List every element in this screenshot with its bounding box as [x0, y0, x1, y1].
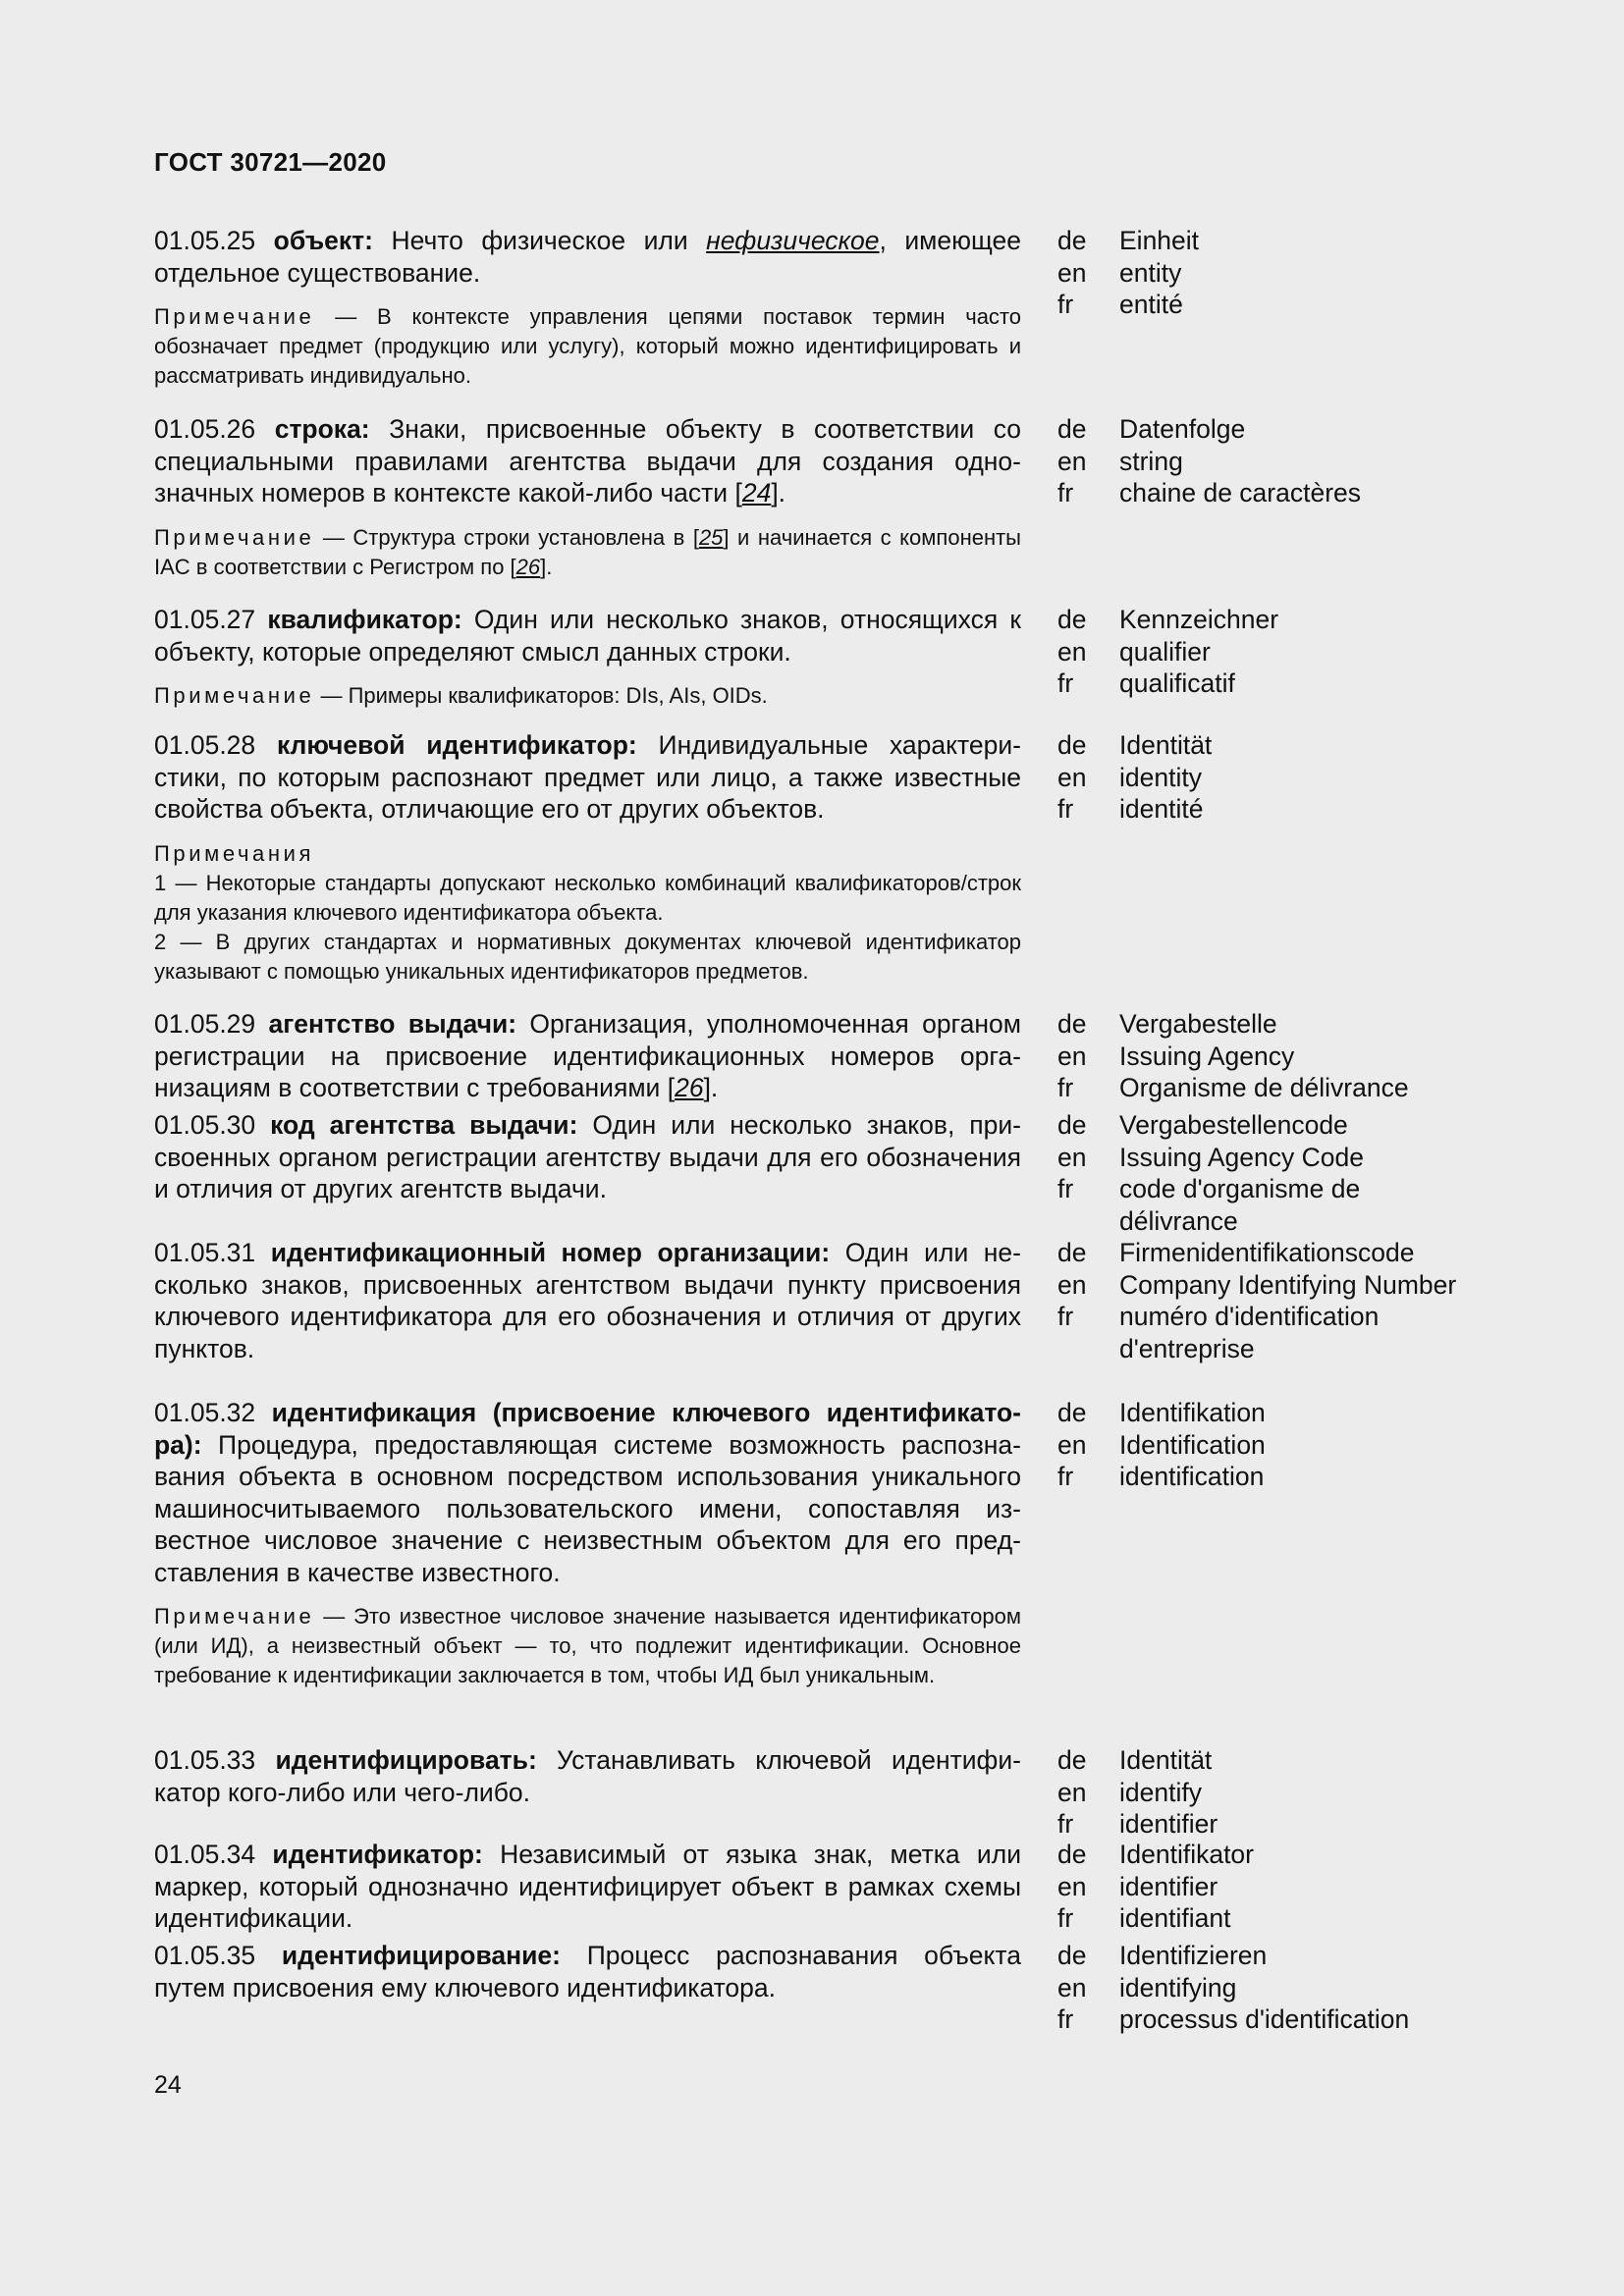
- term-name: агентство выдачи:: [268, 1009, 517, 1039]
- page-number: 24: [154, 2071, 182, 2099]
- lang-term: Vergabestellencode: [1119, 1110, 1348, 1140]
- lang-code: fr: [1057, 1809, 1074, 1839]
- lang-term: identity: [1119, 762, 1202, 792]
- lang-code: fr: [1057, 1462, 1074, 1491]
- reference-link[interactable]: 25: [698, 524, 724, 550]
- note-text: — В контексте управления цепями поставок термин часто обозначает предмет (продукцию или услугу), который можно идентифицировать и рассматривать индивидуально.: [154, 304, 1021, 388]
- term-notes: [154, 839, 1021, 987]
- term-number: 01.05.33: [154, 1745, 256, 1775]
- translations: [1057, 1744, 1470, 1841]
- lang-term: Identification: [1119, 1429, 1266, 1460]
- definition-text: Организация, уполномоченная органом регистрации на присвоение идентификационных номеров организациям в соответствии с требованиями [: [154, 1009, 1021, 1102]
- note-text: ] и начинается с компоненты IAC в соответствии с Регистром по [: [154, 524, 1021, 579]
- definition-text: Один или несколько знаков, присвоенных агентством выдачи пункту присвоения ключевого идентификатора для его обозначения и отличия от других пунктов.: [154, 1238, 1021, 1363]
- lang-code: fr: [1057, 1302, 1074, 1331]
- lang-term: Einheit: [1119, 226, 1200, 255]
- lang-code: fr: [1057, 668, 1074, 698]
- term-note: [154, 1602, 1021, 1690]
- lang-code: de: [1057, 1840, 1087, 1869]
- term-name: ключевой идентификатор:: [276, 730, 637, 760]
- lang-code: en: [1057, 1041, 1087, 1071]
- lang-code: en: [1057, 446, 1087, 476]
- lang-code: de: [1057, 605, 1087, 634]
- term-name: идентификатор:: [272, 1840, 483, 1869]
- term-note: [154, 681, 1021, 711]
- lang-code: de: [1057, 1110, 1087, 1140]
- term-name: идентифицирование:: [281, 1941, 561, 1970]
- definition-text: , имеющее отдельное существование.: [154, 226, 1021, 288]
- term-definition: [154, 1008, 1021, 1104]
- term-note: [154, 523, 1021, 582]
- translations: [1057, 1109, 1470, 1237]
- lang-term: Company Identifying Number: [1119, 1269, 1457, 1300]
- reference-link[interactable]: 26: [515, 554, 541, 579]
- translations: [1057, 1397, 1470, 1493]
- lang-term: identifier: [1119, 1809, 1218, 1839]
- definition-text: Нечто физическое или: [373, 226, 707, 255]
- lang-term: Firmenidentifikationscode: [1119, 1238, 1415, 1267]
- lang-code: de: [1057, 1398, 1087, 1427]
- term-definition: [154, 729, 1021, 987]
- definition-text: Процесс распознавания объекта путем присвоения ему ключевого идентификатора.: [154, 1941, 1021, 2002]
- lang-term: Identität: [1119, 1745, 1213, 1775]
- definition-text: Процедура, предоставляющая системе возможность распознавания объекта в основном посредством использования уникального машиносчитываемого пользовательского имени, сопоставляя известное числовое значение с неизвестным объектом для его представления в качестве известного.: [154, 1429, 1021, 1587]
- lang-code: fr: [1057, 1174, 1074, 1203]
- note-label: Примечание: [154, 1604, 315, 1629]
- lang-term: numéro d'identification d'entreprise: [1119, 1302, 1380, 1363]
- lang-term: identification: [1119, 1462, 1265, 1491]
- lang-code: en: [1057, 1972, 1087, 2002]
- term-number: 01.05.32: [154, 1398, 256, 1427]
- lang-term: identify: [1119, 1777, 1202, 1807]
- term-number: 01.05.35: [154, 1941, 256, 1970]
- lang-term: chaine de caractères: [1119, 478, 1362, 507]
- translations: [1057, 729, 1470, 826]
- term-name: квалификатор:: [267, 605, 462, 634]
- term-definition: [154, 604, 1021, 711]
- term-number: 01.05.28: [154, 730, 256, 760]
- lang-code: de: [1057, 1745, 1087, 1775]
- note-label: Примечания: [154, 840, 315, 866]
- cross-reference-link[interactable]: нефизическое: [706, 226, 880, 255]
- definition-text: Один или несколько знаков, присвоенных органом регистрации агентству выдачи для его обозначения и отличия от других агентств выдачи.: [154, 1110, 1021, 1203]
- lang-term: Identifizieren: [1119, 1941, 1268, 1970]
- translations: [1057, 1839, 1470, 1935]
- definition-text: Индивидуальные характеристики, по которым распознают предмет или лицо, а также известные свойства объекта, отличающие его от других объектов.: [154, 730, 1021, 824]
- note-text: — Структура строки установлена в [: [314, 524, 699, 550]
- document-header: ГОСТ 30721—2020: [154, 147, 387, 177]
- term-number: 01.05.29: [154, 1009, 256, 1039]
- translations: [1057, 1940, 1470, 2036]
- term-number: 01.05.27: [154, 605, 256, 634]
- note-label: Примечание: [154, 683, 315, 708]
- lang-term: Kennzeichner: [1119, 605, 1279, 634]
- lang-code: fr: [1057, 1073, 1074, 1102]
- lang-term: entity: [1119, 257, 1182, 288]
- translations: [1057, 1008, 1470, 1104]
- lang-code: en: [1057, 636, 1087, 667]
- reference-link[interactable]: 24: [741, 478, 772, 507]
- lang-term: qualifier: [1119, 636, 1211, 667]
- translations: [1057, 604, 1470, 700]
- lang-term: identité: [1119, 794, 1204, 824]
- lang-term: Issuing Agency Code: [1119, 1142, 1364, 1172]
- lang-term: Identifikation: [1119, 1398, 1266, 1427]
- definition-text: ].: [771, 478, 786, 507]
- lang-term: identifying: [1119, 1972, 1237, 2002]
- lang-term: code d'organisme de délivrance: [1119, 1174, 1361, 1236]
- term-number: 01.05.30: [154, 1110, 256, 1140]
- lang-term: Vergabestelle: [1119, 1009, 1277, 1039]
- translations: [1057, 413, 1470, 509]
- lang-code: en: [1057, 762, 1087, 792]
- translations: [1057, 1237, 1470, 1364]
- lang-code: en: [1057, 257, 1087, 288]
- lang-code: fr: [1057, 794, 1074, 824]
- lang-code: fr: [1057, 2004, 1074, 2034]
- note-item: 1 — Некоторые стандарты допускают несколько комбинаций квалификаторов/строк для указания ключевого идентификатора объекта.: [154, 870, 1021, 925]
- lang-code: de: [1057, 1009, 1087, 1039]
- term-number: 01.05.26: [154, 414, 256, 444]
- term-definition: [154, 1237, 1021, 1364]
- note-item: 2 — В других стандартах и нормативных документах ключевой идентификатор указывают с помощью уникальных идентификаторов предметов.: [154, 929, 1021, 984]
- lang-code: fr: [1057, 290, 1074, 319]
- lang-term: identifiant: [1119, 1903, 1231, 1933]
- lang-term: Identität: [1119, 730, 1213, 760]
- lang-code: fr: [1057, 1903, 1074, 1933]
- definition-text: ].: [703, 1073, 719, 1102]
- lang-code: fr: [1057, 478, 1074, 507]
- note-text: — Это известное числовое значение называется идентификатором (или ИД), а неизвестный объект — то, что подлежит идентификации. Основное требование к идентификации заключается в том, чтобы ИД был уникальным.: [154, 1604, 1021, 1687]
- term-number: 01.05.25: [154, 226, 256, 255]
- term-name: строка:: [274, 414, 370, 444]
- lang-code: en: [1057, 1429, 1087, 1460]
- lang-term: qualificatif: [1119, 668, 1235, 698]
- term-number: 01.05.34: [154, 1840, 256, 1869]
- definition-text: Устанавливать ключевой идентификатор кого-либо или чего-либо.: [154, 1745, 1021, 1807]
- term-definition: [154, 1109, 1021, 1205]
- lang-term: Organisme de délivrance: [1119, 1073, 1409, 1102]
- lang-term: Datenfolge: [1119, 414, 1246, 444]
- lang-term: Identifikator: [1119, 1840, 1254, 1869]
- lang-term: entité: [1119, 290, 1183, 319]
- term-name: идентификационный номер организации:: [270, 1238, 831, 1267]
- definition-text: Один или несколько знаков, относящихся к объекту, которые определяют смысл данных строки.: [154, 605, 1021, 667]
- term-name: идентифицировать:: [275, 1745, 537, 1775]
- term-name: код агентства выдачи:: [270, 1110, 578, 1140]
- term-definition: [154, 1940, 1021, 2003]
- note-label: Примечание: [154, 524, 315, 550]
- definition-text: Независимый от языка знак, метка или маркер, который однозначно идентифицирует объект в рамках схемы идентификации.: [154, 1840, 1021, 1933]
- lang-term: Issuing Agency: [1119, 1041, 1295, 1071]
- translations: [1057, 225, 1470, 321]
- lang-code: de: [1057, 1238, 1087, 1267]
- lang-term: identifier: [1119, 1871, 1218, 1901]
- note-label: Примечание: [154, 304, 315, 329]
- lang-term: string: [1119, 446, 1183, 476]
- definition-text: Знаки, присвоенные объекту в соответствии со специальными правилами агентства выдачи для создания однозначных номеров в контексте какой-либо части [: [154, 414, 1021, 507]
- lang-code: en: [1057, 1142, 1087, 1172]
- term-name: идентификация (присвоение ключевого идентификатора):: [154, 1398, 1021, 1460]
- term-definition: [154, 1744, 1021, 1808]
- lang-code: en: [1057, 1777, 1087, 1807]
- term-note: [154, 302, 1021, 391]
- term-definition: [154, 1839, 1021, 1935]
- lang-code: de: [1057, 414, 1087, 444]
- lang-term: processus d'identification: [1119, 2004, 1410, 2034]
- lang-code: en: [1057, 1871, 1087, 1901]
- note-text: ].: [540, 554, 553, 579]
- term-definition: [154, 1397, 1021, 1690]
- term-definition: [154, 225, 1021, 391]
- term-name: объект:: [273, 226, 373, 255]
- lang-code: de: [1057, 730, 1087, 760]
- term-definition: [154, 413, 1021, 582]
- lang-code: de: [1057, 226, 1087, 255]
- lang-code: en: [1057, 1269, 1087, 1300]
- term-number: 01.05.31: [154, 1238, 256, 1267]
- reference-link[interactable]: 26: [675, 1073, 704, 1102]
- lang-code: de: [1057, 1941, 1087, 1970]
- note-text: — Примеры квалификаторов: DIs, AIs, OIDs.: [314, 683, 768, 708]
